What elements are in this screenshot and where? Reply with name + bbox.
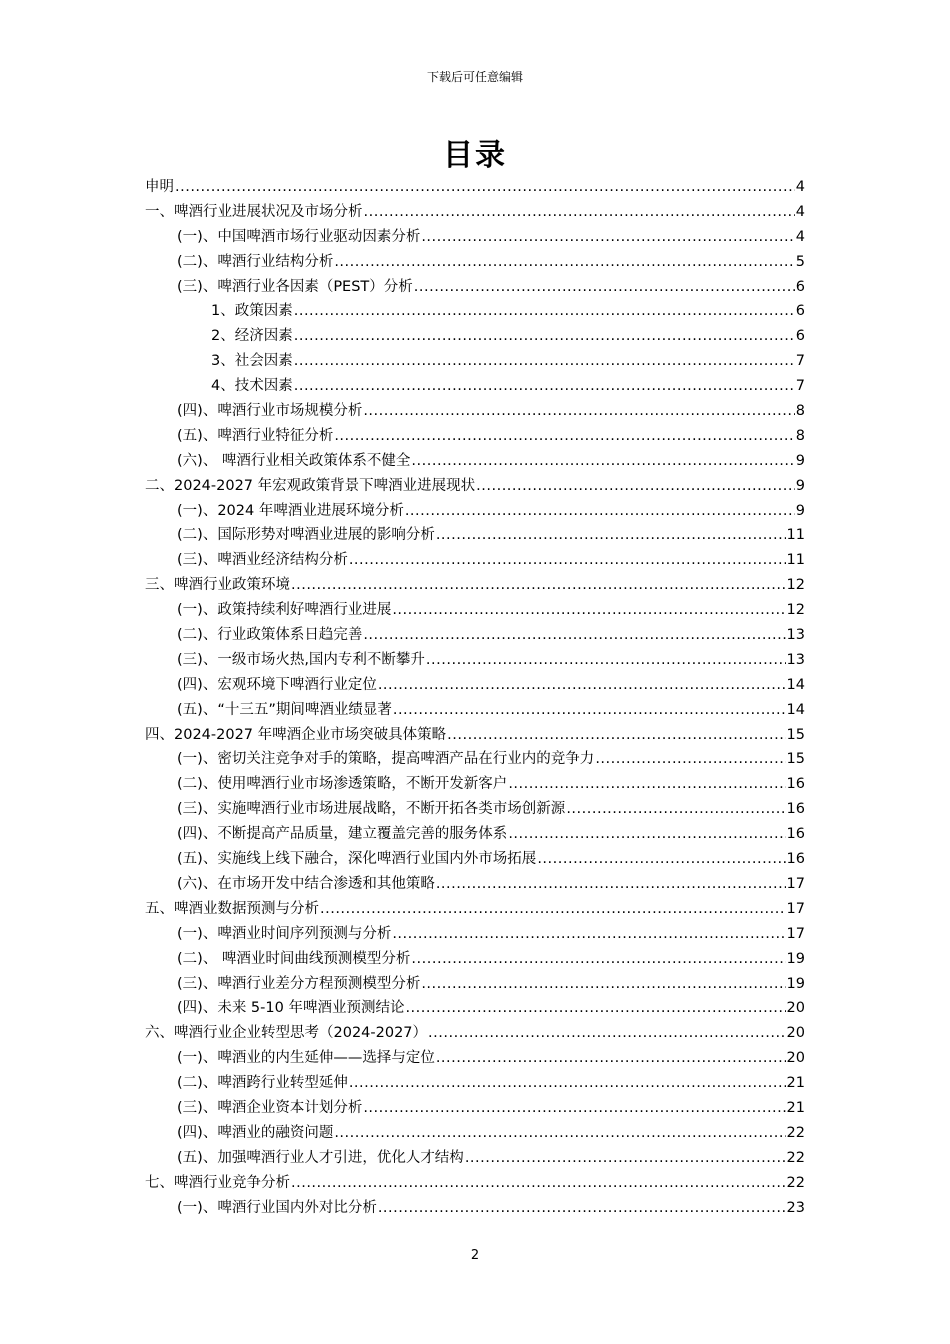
toc-entry-label: 四、2024-2027 年啤酒企业市场突破具体策略 — [145, 726, 447, 743]
toc-leader-dots — [393, 702, 786, 718]
toc-entry-page: 6 — [795, 303, 805, 320]
toc-entry[interactable] — [145, 947, 805, 972]
toc-entry[interactable] — [145, 275, 805, 300]
toc-leader-dots — [405, 503, 795, 519]
toc-entry-page: 9 — [795, 477, 805, 494]
toc-entry-page: 22 — [786, 1124, 805, 1141]
toc-leader-dots — [334, 254, 794, 270]
toc-entry-page: 19 — [786, 950, 805, 967]
toc-leader-dots — [334, 1125, 785, 1141]
toc-entry-page: 16 — [786, 851, 805, 868]
toc-entry[interactable] — [145, 474, 805, 499]
toc-leader-dots — [411, 453, 794, 469]
toc-entry-page: 7 — [795, 353, 805, 370]
toc-leader-dots — [378, 677, 786, 693]
toc-entry-label: (三)、一级市场火热,国内专利不断攀升 — [177, 651, 425, 668]
toc-entry-label: (一)、2024 年啤酒业进展环境分析 — [177, 502, 404, 519]
toc-entry-page: 16 — [786, 776, 805, 793]
toc-entry[interactable] — [145, 299, 805, 324]
toc-entry-page: 11 — [786, 552, 805, 569]
toc-entry[interactable] — [145, 872, 805, 897]
toc-entry[interactable] — [145, 673, 805, 698]
toc-entry-label: (二)、使用啤酒行业市场渗透策略，不断开发新客户 — [177, 776, 508, 793]
toc-entry-label: (二)、国际形势对啤酒业进展的影响分析 — [177, 527, 435, 544]
toc-leader-dots — [291, 1175, 786, 1191]
toc-entry[interactable] — [145, 1196, 805, 1221]
toc-leader-dots — [421, 976, 785, 992]
toc-entry-page: 20 — [786, 1000, 805, 1017]
toc-leader-dots — [414, 279, 795, 295]
toc-entry-page: 19 — [786, 975, 805, 992]
toc-entry-label: (五)、“十三五”期间啤酒业绩显著 — [177, 701, 392, 718]
toc-leader-dots — [175, 179, 795, 195]
toc-entry-page: 8 — [795, 403, 805, 420]
toc-leader-dots — [476, 478, 795, 494]
toc-leader-dots — [436, 876, 786, 892]
toc-entry[interactable] — [145, 573, 805, 598]
toc-entry[interactable] — [145, 200, 805, 225]
toc-leader-dots — [294, 378, 795, 394]
toc-entry[interactable] — [145, 548, 805, 573]
toc-entry-label: (一)、啤酒行业国内外对比分析 — [177, 1199, 377, 1216]
toc-entry[interactable] — [145, 972, 805, 997]
toc-entry[interactable] — [145, 1021, 805, 1046]
toc-leader-dots — [508, 826, 785, 842]
toc-entry[interactable] — [145, 250, 805, 275]
toc-leader-dots — [465, 1150, 786, 1166]
toc-entry-label: (五)、加强啤酒行业人才引进，优化人才结构 — [177, 1149, 464, 1166]
toc-entry-label: (一)、啤酒业时间序列预测与分析 — [177, 925, 392, 942]
toc-entry[interactable] — [145, 822, 805, 847]
toc-entry[interactable] — [145, 623, 805, 648]
toc-entry-label: 一、啤酒行业进展状况及市场分析 — [145, 203, 363, 220]
toc-entry[interactable] — [145, 1046, 805, 1071]
toc-leader-dots — [426, 652, 786, 668]
toc-leader-dots — [595, 751, 785, 767]
toc-entry-page: 21 — [786, 1075, 805, 1092]
toc-leader-dots — [392, 602, 785, 618]
toc-entry-page: 6 — [795, 278, 805, 295]
toc-leader-dots — [405, 1000, 785, 1016]
toc-entry-page: 12 — [786, 577, 805, 594]
toc-entry[interactable] — [145, 399, 805, 424]
toc-entry-page: 20 — [786, 1050, 805, 1067]
toc-entry-page: 16 — [786, 826, 805, 843]
page-number: 2 — [470, 1248, 480, 1263]
toc-entry[interactable] — [145, 598, 805, 623]
toc-entry-label: (四)、啤酒业的融资问题 — [177, 1124, 334, 1141]
toc-entry-label: (四)、未来 5-10 年啤酒业预测结论 — [177, 1000, 405, 1017]
toc-entry-page: 8 — [795, 427, 805, 444]
toc-entry-page: 17 — [786, 900, 805, 917]
toc-entry-label: (四)、啤酒行业市场规模分析 — [177, 403, 363, 420]
toc-entry[interactable] — [145, 449, 805, 474]
page-title: 目录 — [443, 138, 507, 173]
toc-entry-label: 2、经济因素 — [211, 328, 293, 345]
toc-entry-page: 21 — [786, 1099, 805, 1116]
toc-entry-page: 17 — [786, 925, 805, 942]
toc-entry-label: (五)、实施线上线下融合，深化啤酒行业国内外市场拓展 — [177, 851, 537, 868]
toc-entry-label: 3、社会因素 — [211, 353, 293, 370]
toc-entry-label: (六)、在市场开发中结合渗透和其他策略 — [177, 875, 435, 892]
toc-entry-page: 11 — [786, 527, 805, 544]
toc-entry-page: 22 — [786, 1174, 805, 1191]
toc-entry[interactable] — [145, 847, 805, 872]
toc-entry-page: 20 — [786, 1025, 805, 1042]
toc-leader-dots — [334, 428, 794, 444]
toc-entry[interactable] — [145, 772, 805, 797]
toc-entry[interactable] — [145, 324, 805, 349]
toc-leader-dots — [436, 1050, 786, 1066]
toc-entry[interactable] — [145, 698, 805, 723]
toc-entry[interactable] — [145, 723, 805, 748]
toc-leader-dots — [508, 776, 785, 792]
toc-entry[interactable] — [145, 225, 805, 250]
toc-entry[interactable] — [145, 424, 805, 449]
toc-entry-page: 13 — [786, 627, 805, 644]
toc-entry-label: (一)、中国啤酒市场行业驱动因素分析 — [177, 228, 421, 245]
table-of-contents — [145, 175, 805, 1220]
toc-entry-page: 22 — [786, 1149, 805, 1166]
toc-entry-label: (一)、政策持续利好啤酒行业进展 — [177, 602, 392, 619]
toc-entry-label: (一)、密切关注竞争对手的策略，提高啤酒产品在行业内的竞争力 — [177, 751, 595, 768]
toc-entry[interactable] — [145, 1121, 805, 1146]
toc-entry-label: (三)、啤酒业经济结构分析 — [177, 552, 348, 569]
toc-entry-label: (二)、啤酒跨行业转型延伸 — [177, 1075, 348, 1092]
toc-entry-label: 六、啤酒行业企业转型思考（2024-2027） — [145, 1025, 428, 1042]
toc-leader-dots — [566, 801, 785, 817]
toc-entry-label: (三)、实施啤酒行业市场进展战略，不断开拓各类市场创新源 — [177, 801, 566, 818]
toc-entry-label: 五、啤酒业数据预测与分析 — [145, 900, 319, 917]
toc-entry-page: 16 — [786, 801, 805, 818]
toc-leader-dots — [392, 926, 785, 942]
toc-entry-label: (四)、宏观环境下啤酒行业定位 — [177, 676, 377, 693]
toc-entry-page: 4 — [795, 228, 805, 245]
toc-entry[interactable] — [145, 175, 805, 200]
toc-leader-dots — [363, 1100, 785, 1116]
toc-leader-dots — [436, 527, 786, 543]
toc-leader-dots — [363, 627, 785, 643]
toc-entry-label: 1、政策因素 — [211, 303, 293, 320]
toc-entry[interactable] — [145, 922, 805, 947]
toc-entry-label: (三)、啤酒行业差分方程预测模型分析 — [177, 975, 421, 992]
toc-entry[interactable] — [145, 349, 805, 374]
toc-entry[interactable] — [145, 1146, 805, 1171]
toc-entry-page: 13 — [786, 651, 805, 668]
toc-entry[interactable] — [145, 1171, 805, 1196]
toc-entry[interactable] — [145, 374, 805, 399]
toc-entry-page: 15 — [786, 751, 805, 768]
toc-entry-page: 14 — [786, 701, 805, 718]
toc-entry-page: 6 — [795, 328, 805, 345]
toc-entry-label: (六)、 啤酒行业相关政策体系不健全 — [177, 452, 411, 469]
toc-entry-page: 23 — [786, 1199, 805, 1216]
toc-leader-dots — [447, 727, 785, 743]
toc-leader-dots — [294, 303, 795, 319]
toc-entry-page: 17 — [786, 875, 805, 892]
toc-entry[interactable] — [145, 1096, 805, 1121]
toc-entry-label: (三)、啤酒企业资本计划分析 — [177, 1099, 363, 1116]
page-header: 下载后可任意编辑 — [426, 70, 523, 84]
toc-entry-page: 4 — [795, 203, 805, 220]
toc-leader-dots — [378, 1200, 786, 1216]
toc-entry-label: (二)、行业政策体系日趋完善 — [177, 627, 363, 644]
toc-leader-dots — [411, 951, 785, 967]
toc-leader-dots — [320, 901, 786, 917]
toc-leader-dots — [363, 403, 794, 419]
toc-entry[interactable] — [145, 897, 805, 922]
toc-entry-label: 申明 — [145, 179, 174, 195]
toc-leader-dots — [294, 328, 795, 344]
toc-entry[interactable] — [145, 996, 805, 1021]
toc-entry[interactable] — [145, 797, 805, 822]
toc-entry-label: (三)、啤酒行业各因素（PEST）分析 — [177, 278, 413, 295]
toc-entry-label: 七、啤酒行业竞争分析 — [145, 1174, 290, 1191]
toc-entry-page: 7 — [795, 378, 805, 395]
toc-leader-dots — [537, 851, 785, 867]
toc-entry-page: 9 — [795, 502, 805, 519]
toc-leader-dots — [291, 577, 786, 593]
toc-entry-page: 15 — [786, 726, 805, 743]
toc-entry-label: (二)、 啤酒业时间曲线预测模型分析 — [177, 950, 411, 967]
toc-leader-dots — [349, 552, 786, 568]
toc-leader-dots — [294, 353, 795, 369]
toc-entry-label: 三、啤酒行业政策环境 — [145, 577, 290, 594]
toc-entry[interactable] — [145, 648, 805, 673]
toc-entry[interactable] — [145, 1071, 805, 1096]
toc-entry-label: (五)、啤酒行业特征分析 — [177, 427, 334, 444]
toc-entry-page: 4 — [795, 179, 805, 195]
toc-entry-page: 5 — [795, 253, 805, 270]
toc-entry-label: (四)、不断提高产品质量，建立覆盖完善的服务体系 — [177, 826, 508, 843]
toc-entry-label: (二)、啤酒行业结构分析 — [177, 253, 334, 270]
toc-entry-label: 4、技术因素 — [211, 378, 293, 395]
toc-entry[interactable] — [145, 747, 805, 772]
toc-entry-label: (一)、啤酒业的内生延伸——选择与定位 — [177, 1050, 435, 1067]
toc-leader-dots — [349, 1075, 786, 1091]
toc-leader-dots — [364, 204, 795, 220]
toc-entry-page: 9 — [795, 452, 805, 469]
toc-entry[interactable] — [145, 523, 805, 548]
toc-entry-page: 12 — [786, 602, 805, 619]
toc-entry-label: 二、2024-2027 年宏观政策背景下啤酒业进展现状 — [145, 477, 476, 494]
toc-entry[interactable] — [145, 499, 805, 524]
toc-leader-dots — [421, 229, 794, 245]
toc-leader-dots — [428, 1025, 786, 1041]
toc-entry-page: 14 — [786, 676, 805, 693]
